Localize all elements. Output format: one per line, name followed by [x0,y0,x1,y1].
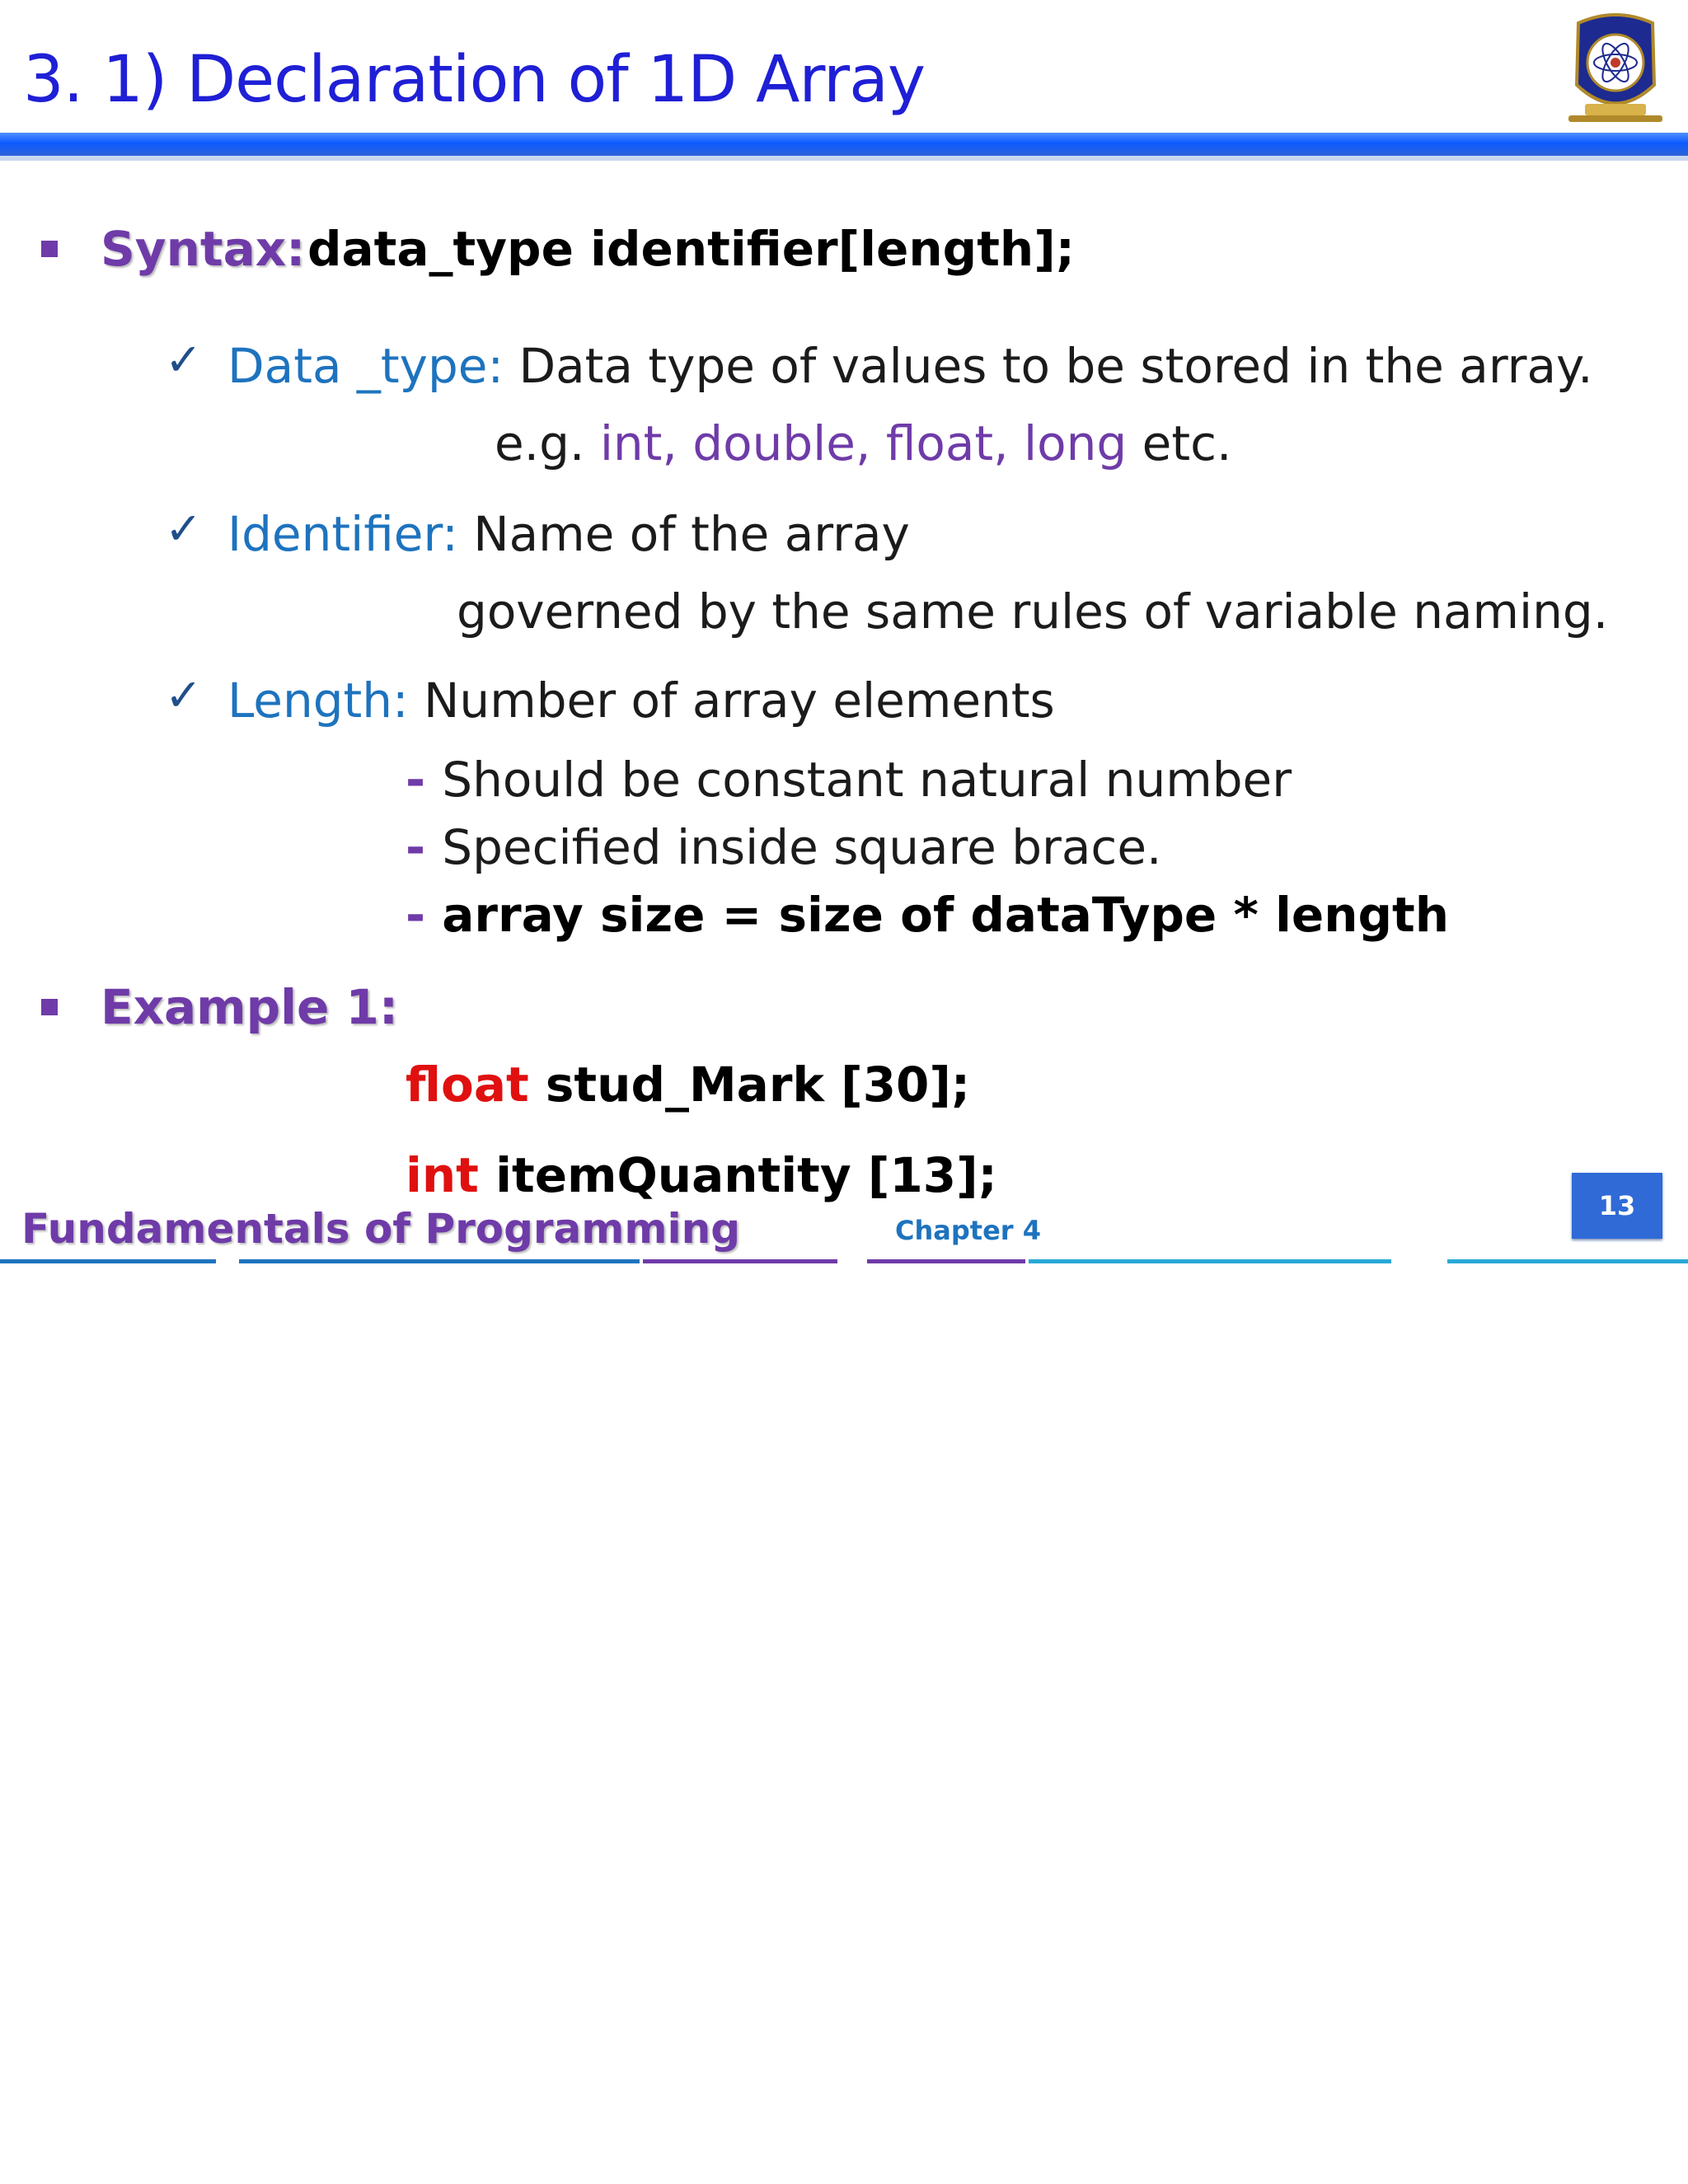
data-type-term: Data _type: [227,338,504,394]
footer-line [867,1259,1025,1263]
example-types: int, double, float, long [599,415,1128,471]
length-point: - Should be constant natural number [406,752,1292,808]
length-point: - array size = size of dataType * length [406,887,1450,943]
footer-line [0,1259,216,1263]
length-item [227,673,1055,729]
length-point-text: array size = size of dataType * length [442,887,1450,943]
identifier-note: governed by the same rules of variable naming. [457,583,1609,640]
data-type-description: Data type of values to be stored in the array. [518,338,1593,394]
title-underline-bar [0,133,1688,156]
page-number: 13 [1572,1173,1662,1239]
example-keyword: int [406,1147,479,1203]
square-bullet-icon [41,999,58,1015]
footer-chapter: Chapter 4 [895,1215,1041,1246]
length-point: - Specified inside square brace. [406,819,1162,875]
footer-line [1029,1259,1391,1263]
checkmark-icon: ✓ [165,334,203,386]
identifier-item [227,506,910,562]
example-declaration: itemQuantity [13]; [495,1147,997,1203]
footer-line [643,1259,837,1263]
checkmark-icon: ✓ [165,669,203,721]
example-keyword: float [406,1057,529,1113]
syntax-code: data_type identifier[length]; [307,221,1075,277]
length-term: Length: [227,673,409,729]
example-line [406,1057,970,1113]
slide-title: 3. 1) Declaration of 1D Array [23,43,926,117]
footer-course: Fundamentals of Programming [21,1205,741,1253]
example-label: Example 1: [101,979,399,1035]
example-line [406,1147,997,1203]
identifier-term: Identifier: [227,506,458,562]
checkmark-icon: ✓ [165,503,203,555]
example-declaration: stud_Mark [30]; [545,1057,971,1113]
title-bar-shadow [0,156,1688,161]
length-point-text: Should be constant natural number [442,752,1292,808]
footer-line [239,1259,640,1263]
length-description: Number of array elements [424,673,1055,729]
footer-line [1447,1259,1688,1263]
university-seal-logo [1562,7,1669,130]
example-prefix: e.g. [495,415,585,471]
data-type-example [495,415,1231,471]
length-point-text: Specified inside square brace. [442,819,1162,875]
data-type-item [227,338,1593,394]
square-bullet-icon [41,241,58,257]
identifier-description: Name of the array [473,506,910,562]
example-suffix: etc. [1142,415,1232,471]
syntax-label: Syntax: [101,221,306,277]
